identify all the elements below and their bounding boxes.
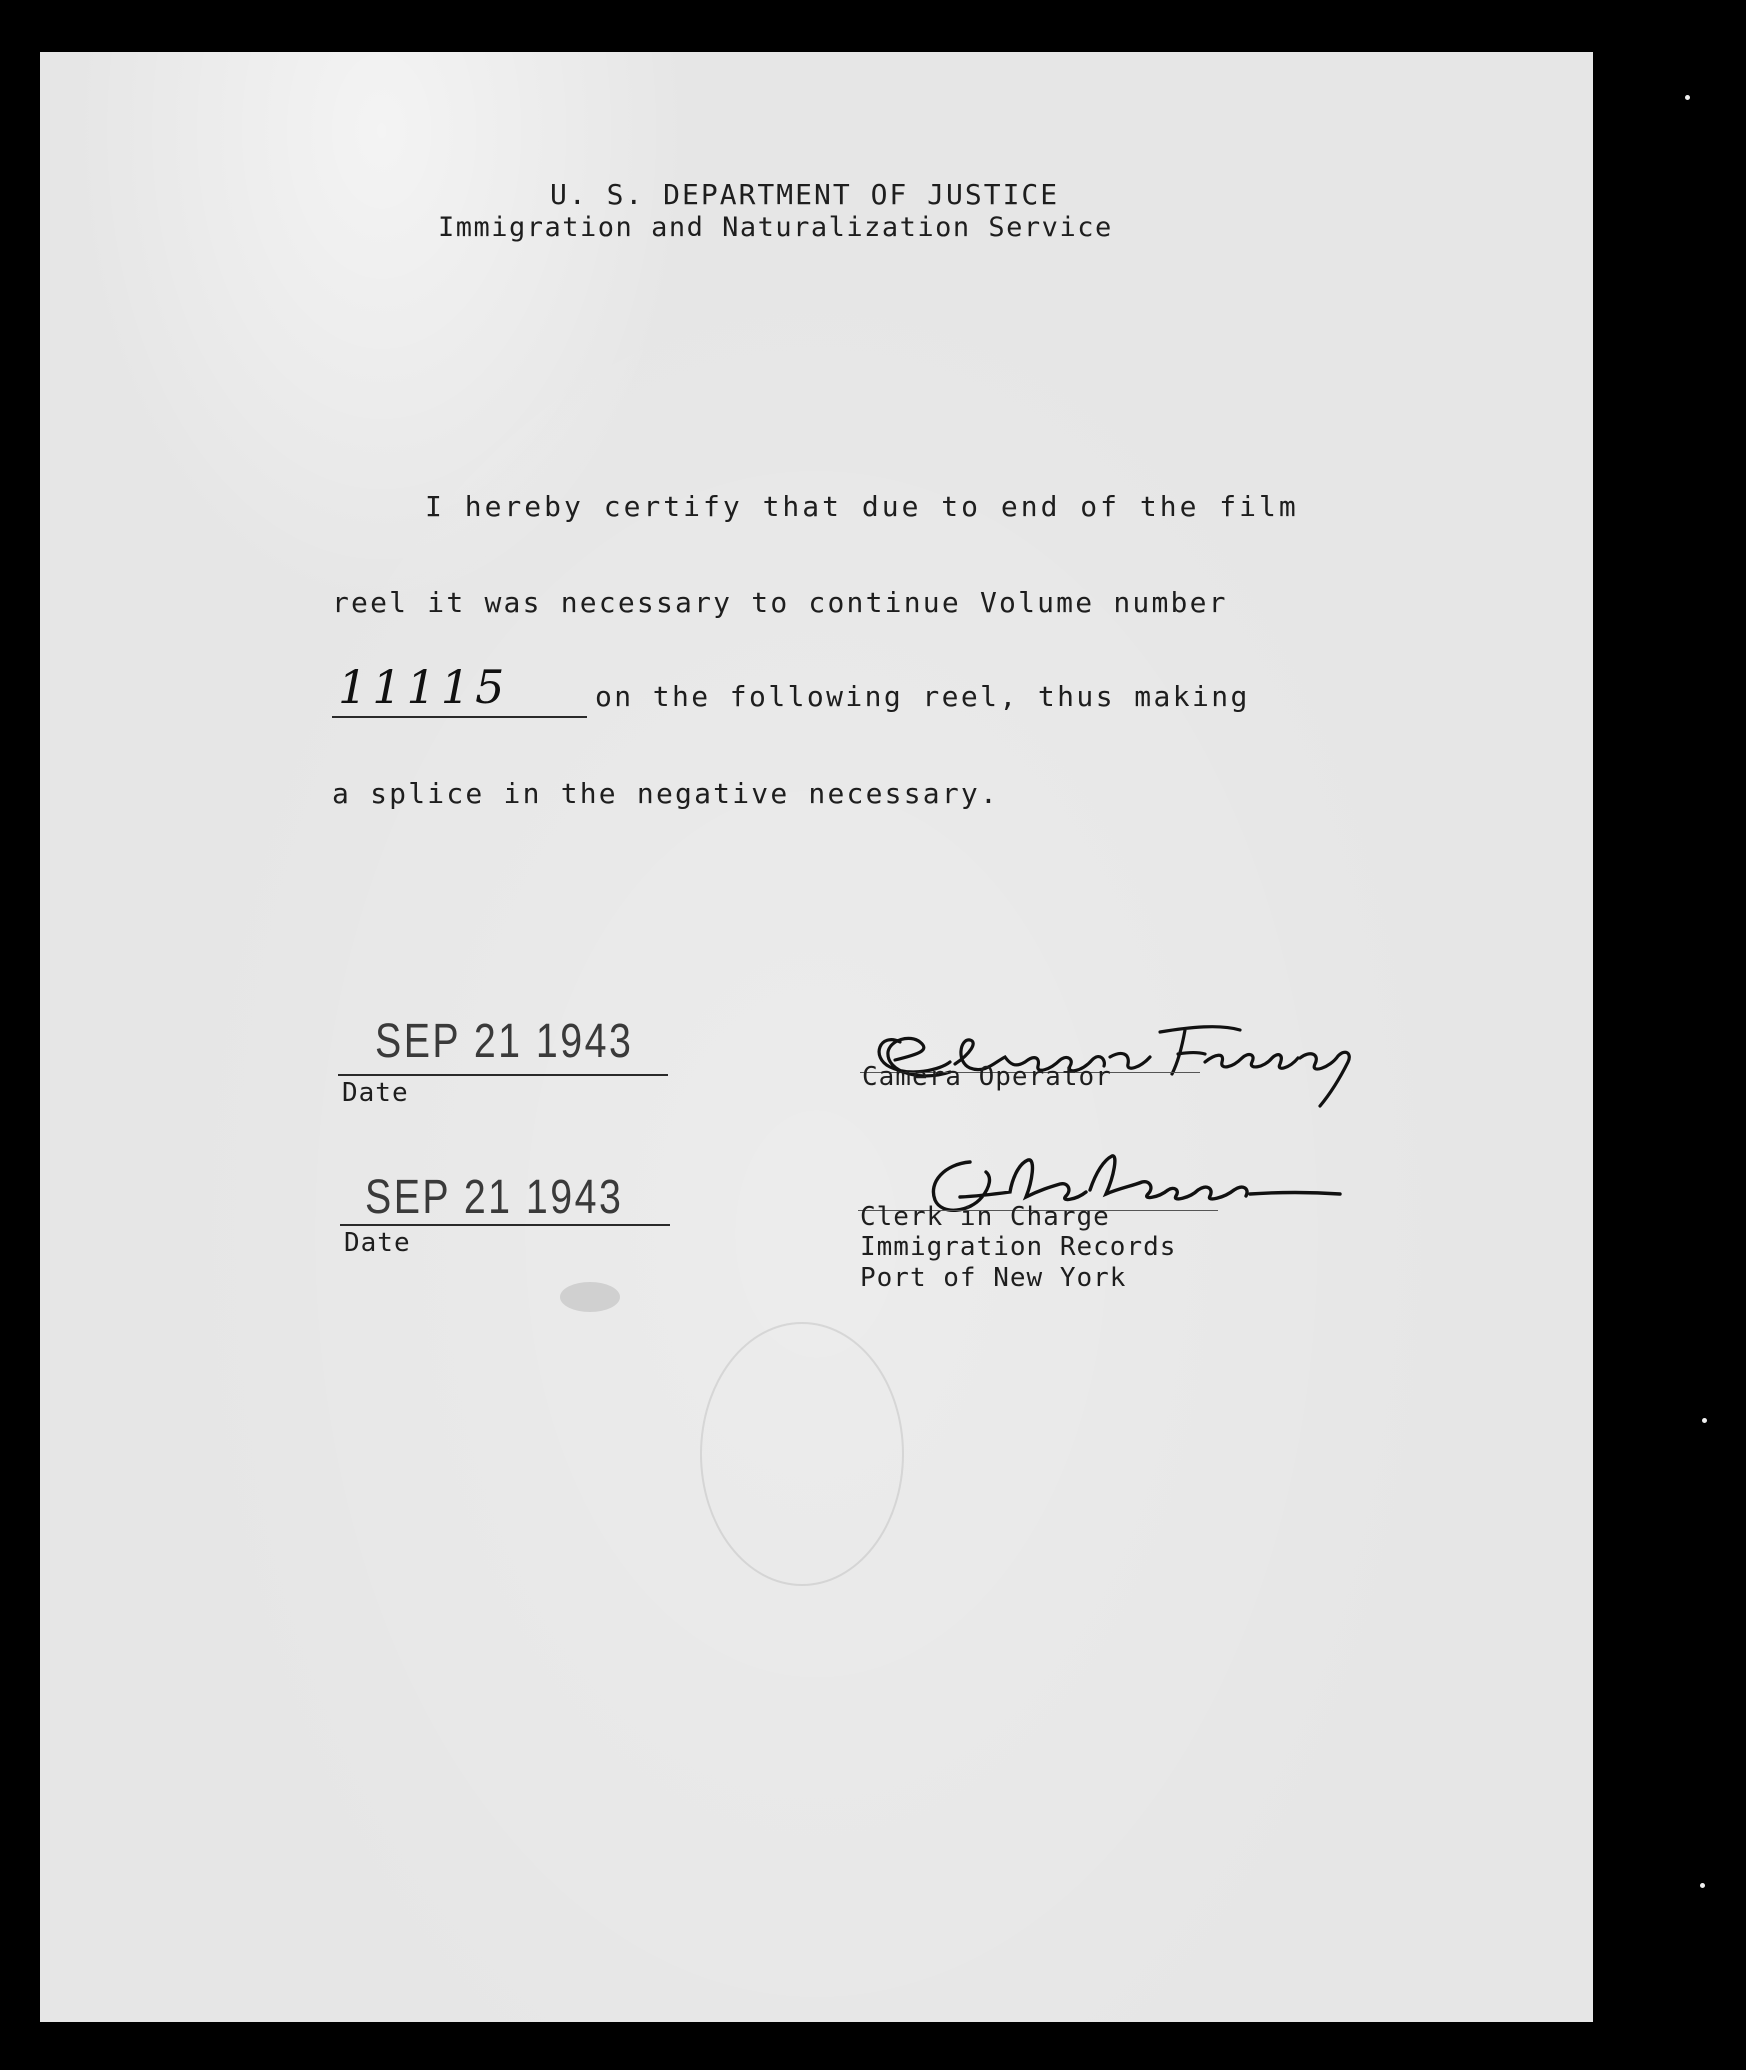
document-page [40, 52, 1593, 2022]
paper-smudge [700, 1322, 904, 1586]
volume-number-handwritten: 11115 [338, 660, 510, 714]
certification-line-1: I hereby certify that due to end of the film [425, 490, 1299, 523]
clerk-date-label: Date [344, 1228, 411, 1258]
clerk-title-line-1: Clerk in Charge [860, 1202, 1110, 1232]
certification-line-4: a splice in the negative necessary. [332, 777, 1000, 810]
clerk-title-line-3: Port of New York [860, 1263, 1127, 1293]
camera-date-label: Date [342, 1078, 409, 1108]
certification-line-3: on the following reel, thus making [595, 680, 1250, 713]
camera-operator-title: Camera Operator [862, 1062, 1112, 1092]
clerk-date-line [340, 1224, 670, 1226]
clerk-title-line-2: Immigration Records [860, 1232, 1177, 1262]
camera-operator-signature [860, 1002, 1400, 1112]
paper-smudge [560, 1282, 620, 1312]
clerk-date-stamp: SEP 21 1943 [365, 1171, 624, 1224]
service-heading: Immigration and Naturalization Service [438, 212, 1113, 243]
camera-date-stamp: SEP 21 1943 [375, 1015, 634, 1068]
agency-heading: U. S. DEPARTMENT OF JUSTICE [550, 178, 1060, 211]
volume-number-blank-line [332, 716, 587, 718]
certification-line-2: reel it was necessary to continue Volume number [332, 586, 1228, 619]
camera-date-line [338, 1074, 668, 1076]
